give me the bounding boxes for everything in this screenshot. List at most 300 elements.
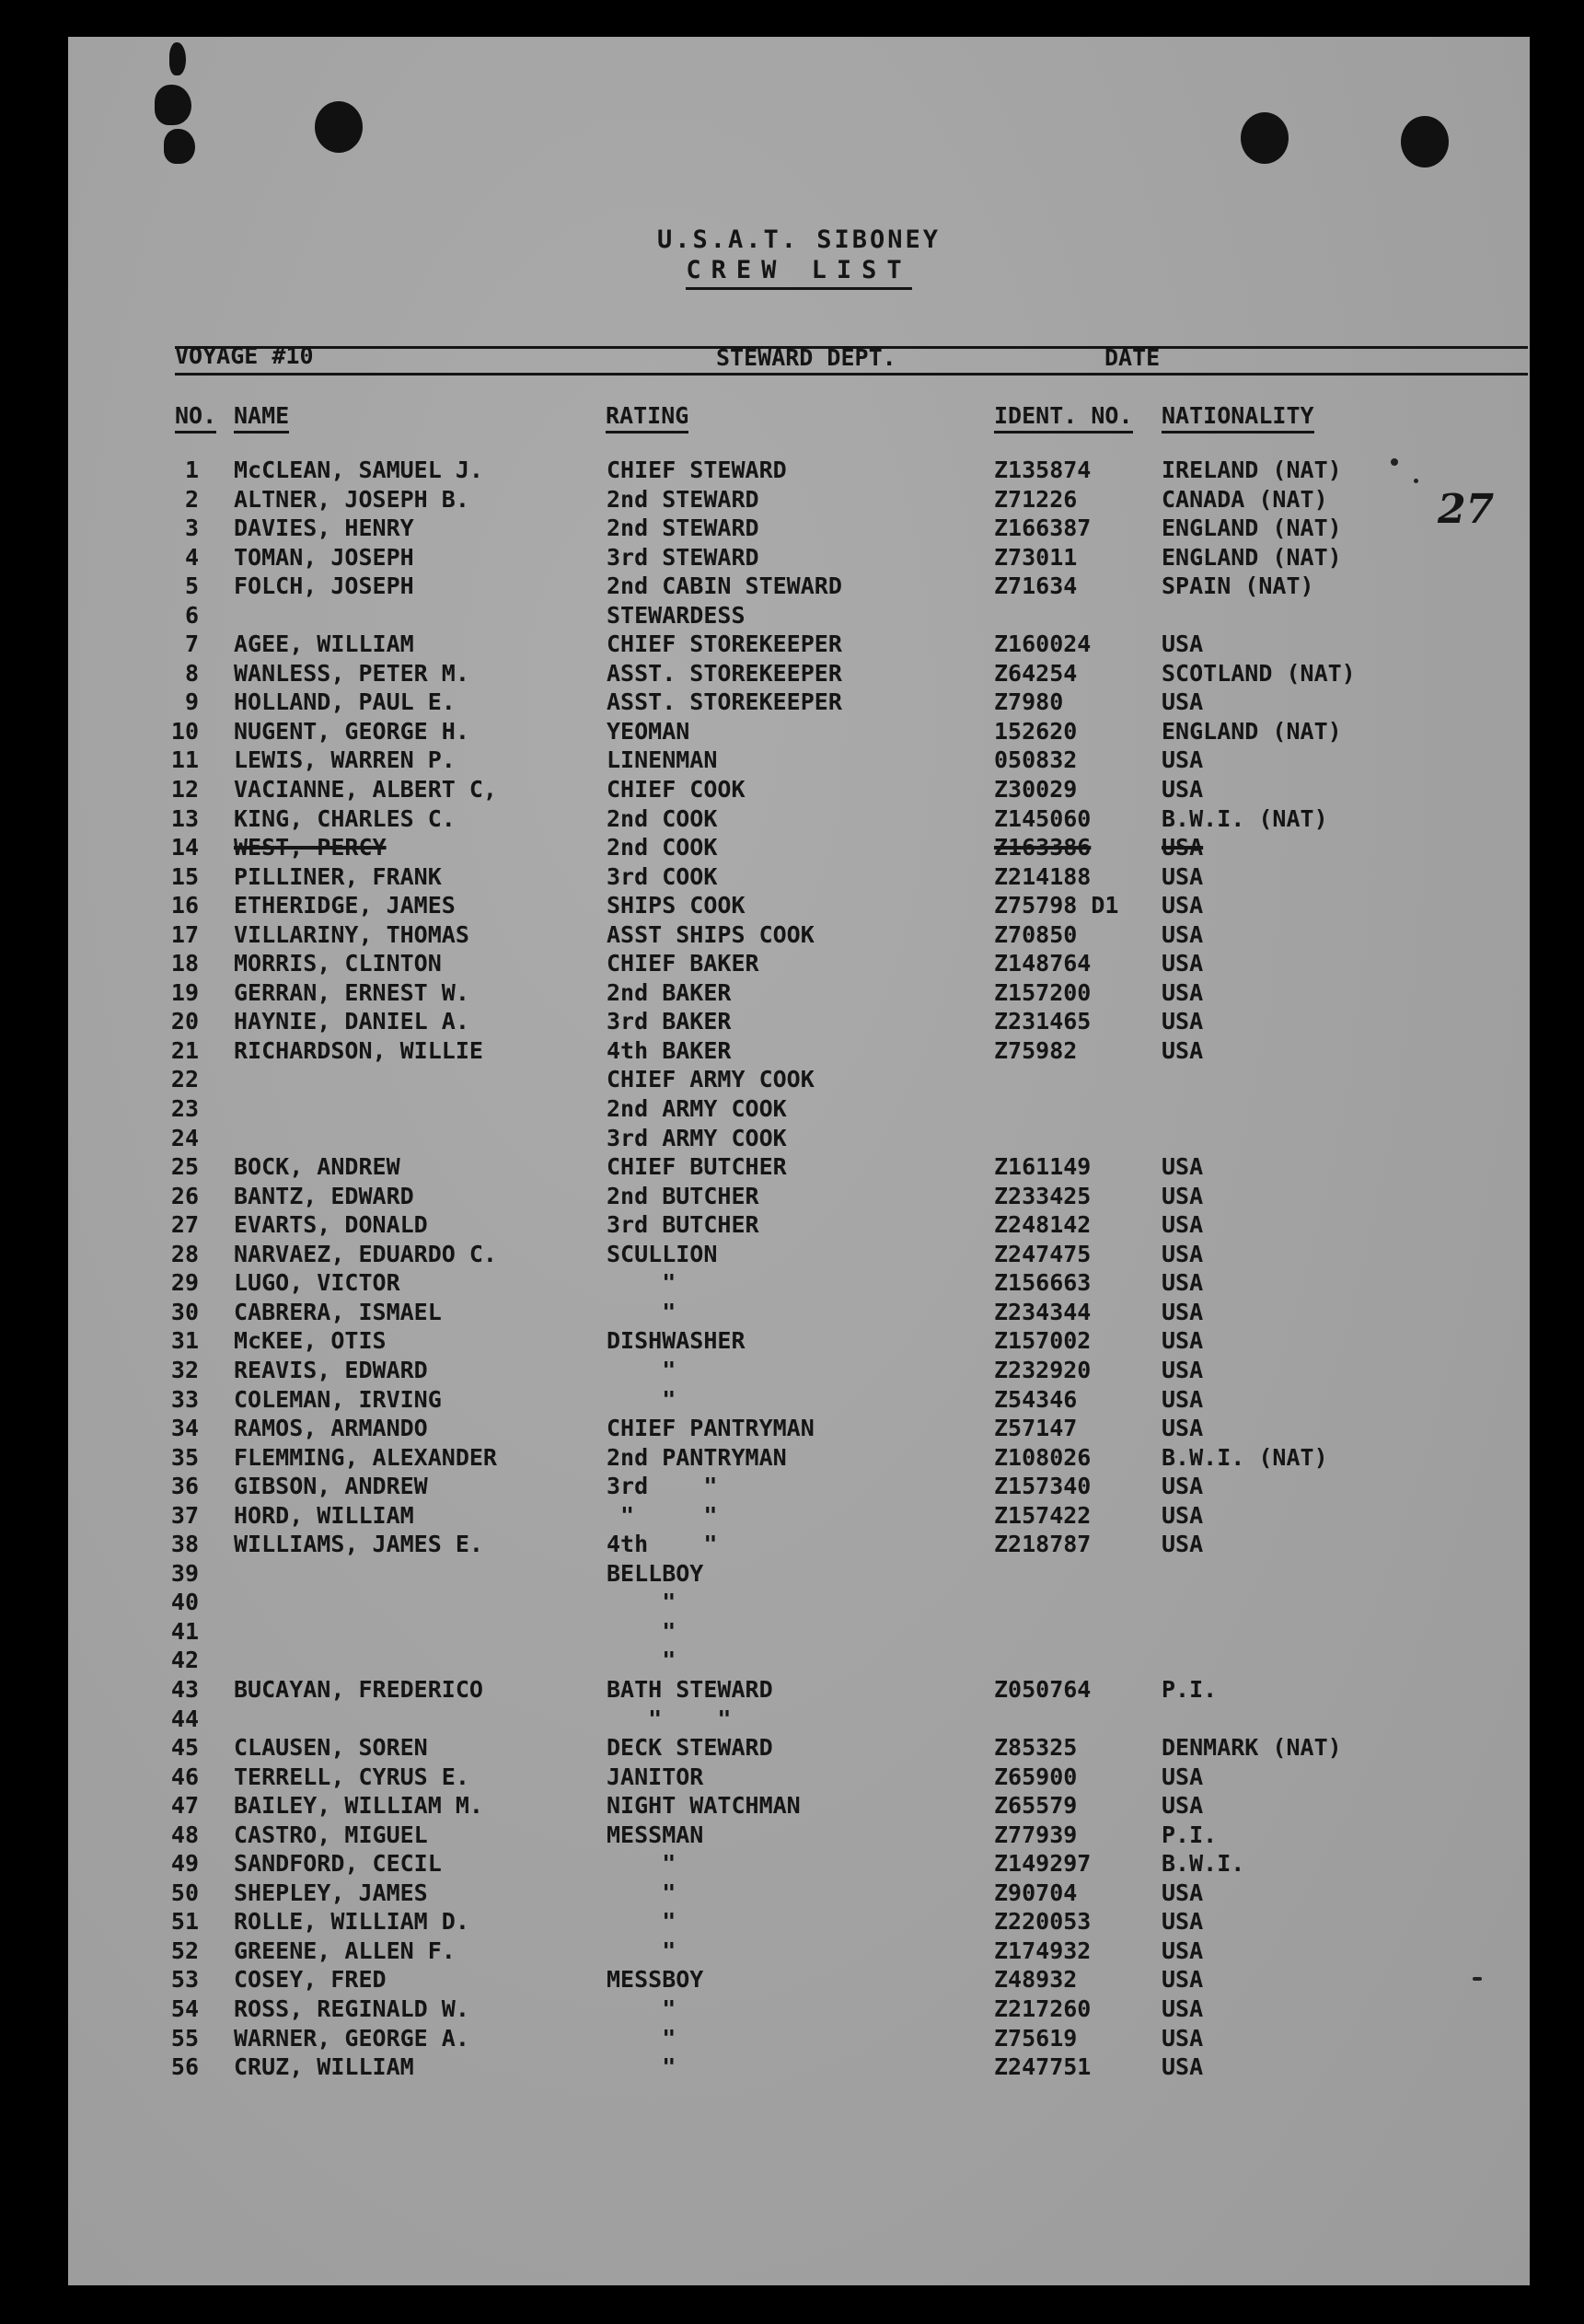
row-number: 22 bbox=[170, 1066, 199, 1093]
crew-name: COLEMAN, IRVING bbox=[234, 1385, 442, 1413]
crew-name: WILLIAMS, JAMES E. bbox=[234, 1531, 483, 1558]
crew-nationality: USA bbox=[1162, 1008, 1204, 1035]
row-number: 38 bbox=[170, 1531, 199, 1558]
crew-name: GIBSON, ANDREW bbox=[234, 1473, 428, 1500]
crew-rating: CHIEF PANTRYMAN bbox=[607, 1415, 815, 1442]
crew-rating: SHIPS COOK bbox=[607, 892, 746, 919]
crew-nationality: USA bbox=[1162, 2024, 1204, 2052]
table-row bbox=[68, 1298, 1530, 1327]
row-number: 3 bbox=[184, 515, 199, 542]
crew-rating: " " bbox=[607, 1705, 732, 1732]
row-number: 40 bbox=[170, 1589, 199, 1616]
crew-rating: 3rd COOK bbox=[607, 862, 718, 890]
crew-ident: Z214188 bbox=[994, 862, 1092, 890]
table-row bbox=[68, 1240, 1530, 1269]
crew-nationality: ENGLAND (NAT) bbox=[1162, 515, 1342, 542]
crew-name: ROLLE, WILLIAM D. bbox=[234, 1908, 469, 1936]
table-row bbox=[68, 456, 1530, 485]
table-row bbox=[68, 1907, 1530, 1937]
crew-rating: " " bbox=[607, 1501, 718, 1529]
crew-nationality: USA bbox=[1162, 1327, 1204, 1355]
table-row bbox=[68, 920, 1530, 950]
crew-rating: 2nd CABIN STEWARD bbox=[607, 572, 842, 600]
crew-rating: NIGHT WATCHMAN bbox=[607, 1792, 801, 1820]
crew-name: SHEPLEY, JAMES bbox=[234, 1879, 428, 1906]
table-row bbox=[68, 1821, 1530, 1850]
row-number: 37 bbox=[170, 1501, 199, 1529]
column-header-no: NO. bbox=[175, 402, 216, 434]
crew-rating: 2nd ARMY COOK bbox=[607, 1095, 787, 1123]
table-row bbox=[68, 717, 1530, 746]
crew-ident: Z64254 bbox=[994, 659, 1078, 687]
crew-nationality: USA bbox=[1162, 1240, 1204, 1267]
table-row bbox=[68, 1385, 1530, 1415]
table-row bbox=[68, 1617, 1530, 1647]
row-number: 49 bbox=[170, 1850, 199, 1878]
row-number: 4 bbox=[184, 543, 199, 571]
row-number: 33 bbox=[170, 1385, 199, 1413]
row-number: 20 bbox=[170, 1008, 199, 1035]
table-row bbox=[68, 1705, 1530, 1734]
row-number: 18 bbox=[170, 950, 199, 977]
crew-rating: MESSMAN bbox=[607, 1821, 704, 1848]
crew-ident: Z218787 bbox=[994, 1531, 1092, 1558]
crew-rating: 3rd BAKER bbox=[607, 1008, 732, 1035]
crew-ident: Z48932 bbox=[994, 1966, 1078, 1994]
crew-name: FOLCH, JOSEPH bbox=[234, 572, 414, 600]
crew-name: RAMOS, ARMANDO bbox=[234, 1415, 428, 1442]
row-number: 54 bbox=[170, 1994, 199, 2022]
crew-name: CABRERA, ISMAEL bbox=[234, 1298, 442, 1325]
crew-nationality: SPAIN (NAT) bbox=[1162, 572, 1314, 600]
row-number: 27 bbox=[170, 1211, 199, 1239]
document-sheet bbox=[68, 37, 1530, 2285]
crew-nationality: USA bbox=[1162, 1763, 1204, 1790]
crew-nationality: B.W.I. (NAT) bbox=[1162, 1443, 1328, 1471]
crew-rating: CHIEF COOK bbox=[607, 776, 746, 804]
crew-nationality: USA bbox=[1162, 1879, 1204, 1906]
crew-ident: Z65579 bbox=[994, 1792, 1078, 1820]
punch-hole-left bbox=[315, 101, 363, 153]
row-number: 43 bbox=[170, 1675, 199, 1703]
column-header-name: NAME bbox=[234, 402, 289, 434]
crew-rating: SCULLION bbox=[607, 1240, 718, 1267]
crew-rating: 4th " bbox=[607, 1531, 718, 1558]
row-number: 30 bbox=[170, 1298, 199, 1325]
crew-rating: " bbox=[607, 1937, 676, 1964]
table-row bbox=[68, 804, 1530, 834]
row-number: 34 bbox=[170, 1415, 199, 1442]
crew-name: ROSS, REGINALD W. bbox=[234, 1994, 469, 2022]
crew-ident: Z65900 bbox=[994, 1763, 1078, 1790]
table-row bbox=[68, 514, 1530, 543]
row-number: 11 bbox=[170, 746, 199, 774]
table-row bbox=[68, 746, 1530, 775]
crew-ident: 050832 bbox=[994, 746, 1078, 774]
row-number: 28 bbox=[170, 1240, 199, 1267]
crew-rating: " bbox=[607, 1589, 676, 1616]
row-number: 19 bbox=[170, 978, 199, 1006]
crew-rating: " bbox=[607, 1617, 676, 1645]
crew-name: McCLEAN, SAMUEL J. bbox=[234, 457, 483, 483]
crew-rating: ASST SHIPS COOK bbox=[607, 920, 815, 948]
table-row bbox=[68, 1094, 1530, 1124]
row-number: 55 bbox=[170, 2024, 199, 2052]
crew-ident: Z161149 bbox=[994, 1153, 1092, 1181]
table-row bbox=[68, 1646, 1530, 1675]
crew-name: COSEY, FRED bbox=[234, 1966, 387, 1994]
crew-name: TOMAN, JOSEPH bbox=[234, 543, 414, 571]
crew-ident: Z57147 bbox=[994, 1415, 1078, 1442]
crew-rating: LINENMAN bbox=[607, 746, 718, 774]
row-number: 26 bbox=[170, 1182, 199, 1209]
crew-name: PILLINER, FRANK bbox=[234, 862, 442, 890]
crew-rating: " bbox=[607, 2024, 676, 2052]
crew-rating: ASST. STOREKEEPER bbox=[607, 659, 842, 687]
subtitle-text: CREW LIST bbox=[686, 256, 911, 290]
crew-name: EVARTS, DONALD bbox=[234, 1211, 428, 1239]
column-header-rating: RATING bbox=[606, 402, 688, 434]
page-mark: 27 bbox=[1438, 486, 1495, 533]
row-number: 1 bbox=[184, 457, 199, 483]
row-number: 23 bbox=[170, 1095, 199, 1123]
table-row bbox=[68, 630, 1530, 659]
crew-ident: Z217260 bbox=[994, 1994, 1092, 2022]
crew-nationality: P.I. bbox=[1162, 1821, 1218, 1848]
crew-rating: 2nd COOK bbox=[607, 834, 718, 861]
crew-ident: Z220053 bbox=[994, 1908, 1092, 1936]
ink-blot bbox=[155, 85, 191, 125]
row-number: 10 bbox=[170, 717, 199, 745]
crew-ident: Z232920 bbox=[994, 1356, 1092, 1383]
crew-ident: Z85325 bbox=[994, 1734, 1078, 1762]
crew-name: CASTRO, MIGUEL bbox=[234, 1821, 428, 1848]
table-row bbox=[68, 862, 1530, 892]
row-number: 41 bbox=[170, 1617, 199, 1645]
row-number: 51 bbox=[170, 1908, 199, 1936]
crew-nationality: USA bbox=[1162, 630, 1204, 658]
crew-rating: DISHWASHER bbox=[607, 1327, 746, 1355]
crew-name: NUGENT, GEORGE H. bbox=[234, 717, 469, 745]
crew-name: ETHERIDGE, JAMES bbox=[234, 892, 456, 919]
crew-nationality: USA bbox=[1162, 1415, 1204, 1442]
crew-ident: Z77939 bbox=[994, 1821, 1078, 1848]
row-number: 53 bbox=[170, 1966, 199, 1994]
crew-nationality: USA bbox=[1162, 1908, 1204, 1936]
table-row bbox=[68, 1443, 1530, 1473]
crew-name: GERRAN, ERNEST W. bbox=[234, 978, 469, 1006]
crew-ident: Z163386 bbox=[994, 834, 1092, 861]
crew-name: McKEE, OTIS bbox=[234, 1327, 387, 1355]
table-row bbox=[68, 1472, 1530, 1501]
crew-name: CRUZ, WILLIAM bbox=[234, 2053, 414, 2081]
table-row bbox=[68, 1036, 1530, 1066]
crew-name: RICHARDSON, WILLIE bbox=[234, 1036, 483, 1064]
crew-name: LEWIS, WARREN P. bbox=[234, 746, 456, 774]
crew-name: TERRELL, CYRUS E. bbox=[234, 1763, 469, 1790]
crew-ident: Z145060 bbox=[994, 804, 1092, 832]
crew-nationality: P.I. bbox=[1162, 1675, 1218, 1703]
table-row bbox=[68, 1152, 1530, 1182]
crew-nationality: USA bbox=[1162, 920, 1204, 948]
crew-name: BANTZ, EDWARD bbox=[234, 1182, 414, 1209]
row-number: 52 bbox=[170, 1937, 199, 1964]
crew-rating: " bbox=[607, 1850, 676, 1878]
row-number: 39 bbox=[170, 1559, 199, 1587]
table-row bbox=[68, 1124, 1530, 1153]
crew-rating: MESSBOY bbox=[607, 1966, 704, 1994]
crew-nationality: USA bbox=[1162, 1937, 1204, 1964]
crew-nationality: USA bbox=[1162, 2053, 1204, 2081]
crew-name: BAILEY, WILLIAM M. bbox=[234, 1792, 483, 1820]
department-label: STEWARD DEPT. bbox=[716, 344, 896, 371]
crew-nationality: USA bbox=[1162, 1036, 1204, 1064]
row-number: 44 bbox=[170, 1705, 199, 1732]
crew-name: GREENE, ALLEN F. bbox=[234, 1937, 456, 1964]
row-number: 24 bbox=[170, 1124, 199, 1151]
table-row bbox=[68, 1530, 1530, 1559]
crew-ident: Z157002 bbox=[994, 1327, 1092, 1355]
crew-ident: Z135874 bbox=[994, 457, 1092, 483]
crew-rating: BATH STEWARD bbox=[607, 1675, 773, 1703]
crew-nationality: USA bbox=[1162, 950, 1204, 977]
crew-name: HORD, WILLIAM bbox=[234, 1501, 414, 1529]
table-row bbox=[68, 1791, 1530, 1821]
table-row bbox=[68, 572, 1530, 601]
crew-nationality: USA bbox=[1162, 1269, 1204, 1297]
crew-rating: 2nd BAKER bbox=[607, 978, 732, 1006]
table-row bbox=[68, 1065, 1530, 1094]
row-number: 6 bbox=[184, 601, 199, 629]
table-row bbox=[68, 1675, 1530, 1705]
document-title: U.S.A.T. SIBONEY bbox=[656, 225, 942, 254]
crew-ident: Z108026 bbox=[994, 1443, 1092, 1471]
table-row bbox=[68, 1763, 1530, 1792]
crew-nationality: USA bbox=[1162, 978, 1204, 1006]
table-row bbox=[68, 1268, 1530, 1298]
row-number: 35 bbox=[170, 1443, 199, 1471]
punch-hole-right-b bbox=[1401, 116, 1449, 168]
crew-rating: BELLBOY bbox=[607, 1559, 704, 1587]
table-row bbox=[68, 833, 1530, 862]
crew-name: FLEMMING, ALEXANDER bbox=[234, 1443, 497, 1471]
crew-rating: CHIEF BAKER bbox=[607, 950, 759, 977]
table-row bbox=[68, 1994, 1530, 2024]
crew-ident: Z157340 bbox=[994, 1473, 1092, 1500]
crew-ident: Z70850 bbox=[994, 920, 1078, 948]
crew-rating: CHIEF ARMY COOK bbox=[607, 1066, 815, 1093]
table-row bbox=[68, 1501, 1530, 1531]
crew-rating: " bbox=[607, 1908, 676, 1936]
crew-rating: " bbox=[607, 1994, 676, 2022]
crew-ident: Z156663 bbox=[994, 1269, 1092, 1297]
crew-rating: 3rd " bbox=[607, 1473, 718, 1500]
row-number: 47 bbox=[170, 1792, 199, 1820]
crew-rating: 4th BAKER bbox=[607, 1036, 732, 1064]
crew-nationality: USA bbox=[1162, 862, 1204, 890]
crew-nationality: IRELAND (NAT) bbox=[1162, 457, 1342, 483]
row-number: 14 bbox=[170, 834, 199, 861]
table-row bbox=[68, 601, 1530, 630]
crew-table bbox=[68, 456, 1530, 2082]
row-number: 5 bbox=[184, 572, 199, 600]
crew-nationality: USA bbox=[1162, 776, 1204, 804]
table-row bbox=[68, 1733, 1530, 1763]
crew-ident: Z234344 bbox=[994, 1298, 1092, 1325]
table-row bbox=[68, 1937, 1530, 1966]
crew-nationality: USA bbox=[1162, 1966, 1204, 1994]
ink-blot bbox=[169, 42, 186, 75]
crew-nationality: USA bbox=[1162, 1501, 1204, 1529]
crew-name: VILLARINY, THOMAS bbox=[234, 920, 469, 948]
crew-nationality: USA bbox=[1162, 1385, 1204, 1413]
crew-nationality: USA bbox=[1162, 1182, 1204, 1209]
crew-ident: Z54346 bbox=[994, 1385, 1078, 1413]
crew-nationality: DENMARK (NAT) bbox=[1162, 1734, 1342, 1762]
crew-nationality: USA bbox=[1162, 746, 1204, 774]
crew-rating: " bbox=[607, 1879, 676, 1906]
crew-nationality: USA bbox=[1162, 1994, 1204, 2022]
table-row bbox=[68, 1849, 1530, 1879]
row-number: 7 bbox=[184, 630, 199, 658]
crew-ident: Z174932 bbox=[994, 1937, 1092, 1964]
crew-name: DAVIES, HENRY bbox=[234, 515, 414, 542]
row-number: 50 bbox=[170, 1879, 199, 1906]
row-number: 48 bbox=[170, 1821, 199, 1848]
crew-ident: Z157200 bbox=[994, 978, 1092, 1006]
table-row bbox=[68, 1210, 1530, 1240]
crew-rating: 2nd BUTCHER bbox=[607, 1182, 759, 1209]
crew-rating: 2nd COOK bbox=[607, 804, 718, 832]
crew-name: SANDFORD, CECIL bbox=[234, 1850, 442, 1878]
table-row bbox=[68, 1182, 1530, 1211]
crew-rating: " bbox=[607, 1269, 676, 1297]
row-number: 13 bbox=[170, 804, 199, 832]
crew-name: BOCK, ANDREW bbox=[234, 1153, 400, 1181]
table-row bbox=[68, 891, 1530, 920]
crew-rating: " bbox=[607, 1385, 676, 1413]
crew-name: MORRIS, CLINTON bbox=[234, 950, 442, 977]
crew-ident: Z247475 bbox=[994, 1240, 1092, 1267]
crew-name: WARNER, GEORGE A. bbox=[234, 2024, 469, 2052]
crew-nationality: SCOTLAND (NAT) bbox=[1162, 659, 1356, 687]
crew-name: KING, CHARLES C. bbox=[234, 804, 456, 832]
crew-ident: Z231465 bbox=[994, 1008, 1092, 1035]
crew-rating: CHIEF STOREKEEPER bbox=[607, 630, 842, 658]
row-number: 12 bbox=[170, 776, 199, 804]
crew-nationality: B.W.I. bbox=[1162, 1850, 1245, 1878]
crew-nationality: USA bbox=[1162, 688, 1204, 716]
crew-name: VACIANNE, ALBERT C, bbox=[234, 776, 497, 804]
table-row bbox=[68, 688, 1530, 717]
crew-nationality: USA bbox=[1162, 1473, 1204, 1500]
crew-ident: Z166387 bbox=[994, 515, 1092, 542]
crew-rating: 2nd STEWARD bbox=[607, 485, 759, 513]
row-number: 42 bbox=[170, 1647, 199, 1674]
crew-rating: " bbox=[607, 1356, 676, 1383]
crew-rating: YEOMAN bbox=[607, 717, 690, 745]
crew-nationality: USA bbox=[1162, 834, 1204, 861]
crew-nationality: USA bbox=[1162, 1298, 1204, 1325]
crew-ident: Z30029 bbox=[994, 776, 1078, 804]
row-number: 21 bbox=[170, 1036, 199, 1064]
row-number: 17 bbox=[170, 920, 199, 948]
crew-rating: 2nd STEWARD bbox=[607, 515, 759, 542]
voyage-label: VOYAGE #10 bbox=[175, 342, 314, 369]
crew-rating: ASST. STOREKEEPER bbox=[607, 688, 842, 716]
row-number: 56 bbox=[170, 2053, 199, 2081]
table-row bbox=[68, 978, 1530, 1008]
row-number: 31 bbox=[170, 1327, 199, 1355]
column-header-ident: IDENT. NO. bbox=[994, 402, 1133, 434]
row-number: 36 bbox=[170, 1473, 199, 1500]
crew-ident: Z247751 bbox=[994, 2053, 1092, 2081]
table-row bbox=[68, 485, 1530, 515]
crew-ident: Z149297 bbox=[994, 1850, 1092, 1878]
row-number: 46 bbox=[170, 1763, 199, 1790]
crew-rating: CHIEF BUTCHER bbox=[607, 1153, 787, 1181]
crew-rating: 3rd STEWARD bbox=[607, 543, 759, 571]
table-row bbox=[68, 949, 1530, 978]
crew-name: HAYNIE, DANIEL A. bbox=[234, 1008, 469, 1035]
crew-name: WANLESS, PETER M. bbox=[234, 659, 469, 687]
table-row bbox=[68, 1007, 1530, 1036]
table-row bbox=[68, 1326, 1530, 1356]
table-row bbox=[68, 2024, 1530, 2053]
crew-ident: Z71634 bbox=[994, 572, 1078, 600]
row-number: 45 bbox=[170, 1734, 199, 1762]
table-row bbox=[68, 659, 1530, 688]
crew-ident: Z233425 bbox=[994, 1182, 1092, 1209]
ink-blot bbox=[164, 129, 195, 164]
crew-name: ALTNER, JOSEPH B. bbox=[234, 485, 469, 513]
date-label: DATE bbox=[1104, 344, 1161, 371]
crew-name: WEST, PERCY bbox=[234, 834, 387, 861]
crew-ident: Z148764 bbox=[994, 950, 1092, 977]
crew-nationality: USA bbox=[1162, 892, 1204, 919]
crew-nationality: ENGLAND (NAT) bbox=[1162, 717, 1342, 745]
row-number: 16 bbox=[170, 892, 199, 919]
document-subtitle bbox=[68, 256, 1530, 284]
crew-ident: Z75619 bbox=[994, 2024, 1078, 2052]
crew-rating: 2nd PANTRYMAN bbox=[607, 1443, 787, 1471]
crew-ident: Z71226 bbox=[994, 485, 1078, 513]
crew-rating: 3rd ARMY COOK bbox=[607, 1124, 787, 1151]
table-row bbox=[68, 1356, 1530, 1385]
crew-rating: DECK STEWARD bbox=[607, 1734, 773, 1762]
crew-nationality: USA bbox=[1162, 1153, 1204, 1181]
crew-nationality: ENGLAND (NAT) bbox=[1162, 543, 1342, 571]
header-rule-bottom bbox=[175, 373, 1528, 376]
crew-name: AGEE, WILLIAM bbox=[234, 630, 414, 658]
crew-name: NARVAEZ, EDUARDO C. bbox=[234, 1240, 497, 1267]
crew-nationality: CANADA (NAT) bbox=[1162, 485, 1328, 513]
crew-nationality: USA bbox=[1162, 1531, 1204, 1558]
row-number: 8 bbox=[184, 659, 199, 687]
crew-name: BUCAYAN, FREDERICO bbox=[234, 1675, 483, 1703]
row-number: 9 bbox=[184, 688, 199, 716]
crew-nationality: USA bbox=[1162, 1356, 1204, 1383]
table-row bbox=[68, 1559, 1530, 1589]
crew-ident: Z7980 bbox=[994, 688, 1064, 716]
table-row bbox=[68, 1414, 1530, 1443]
crew-ident: Z75982 bbox=[994, 1036, 1078, 1064]
crew-ident: Z90704 bbox=[994, 1879, 1078, 1906]
crew-rating: " bbox=[607, 2053, 676, 2081]
crew-ident: Z160024 bbox=[994, 630, 1092, 658]
table-row bbox=[68, 543, 1530, 572]
crew-ident: Z75798 D1 bbox=[994, 892, 1119, 919]
